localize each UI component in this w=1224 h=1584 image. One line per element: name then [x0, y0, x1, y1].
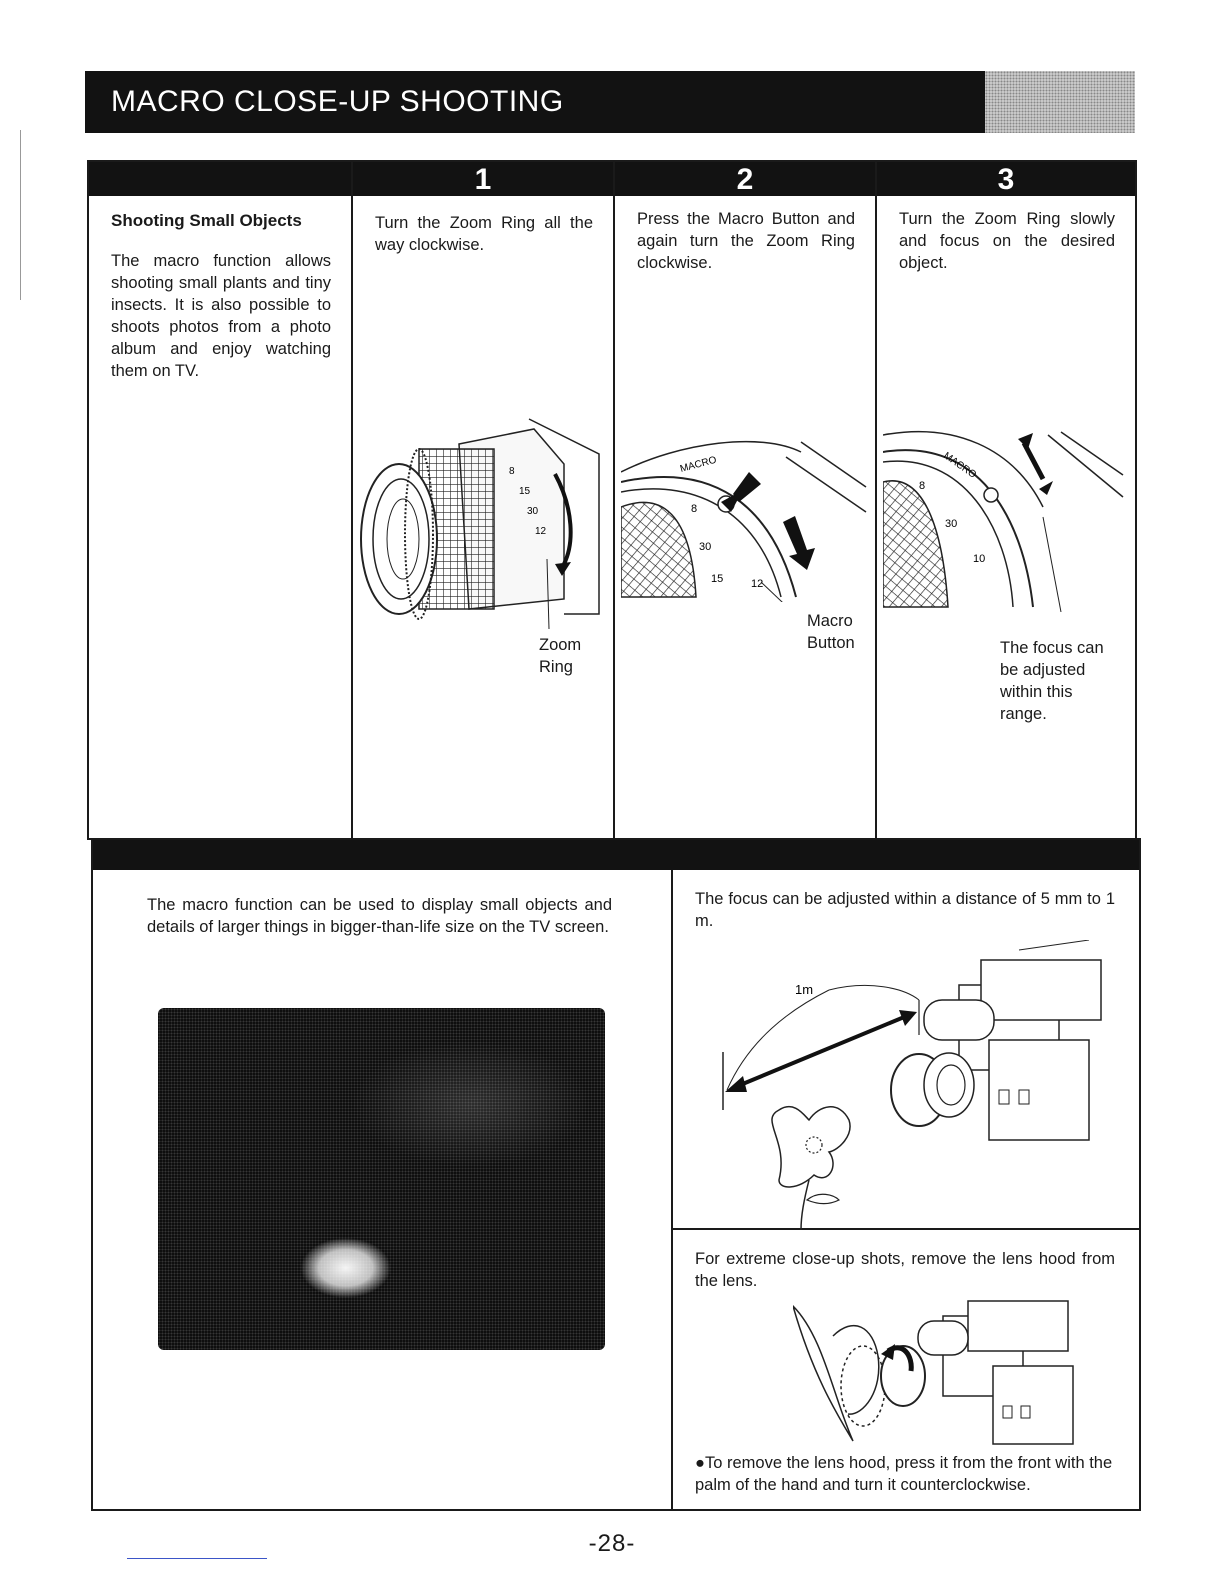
lens-scale-label: 30 [527, 506, 539, 517]
lens-hood-panel [673, 1230, 1139, 1511]
bottom-header-bar [93, 840, 1139, 870]
lens-hood-text: For extreme close-up shots, remove the lens hood from the lens. [695, 1250, 1115, 1290]
macro-button-callout: Button [807, 634, 855, 652]
step-1-column [351, 162, 613, 838]
lens-scale-label: 30 [945, 518, 958, 530]
lens-scale-label: 8 [691, 503, 698, 515]
intro-body: The macro function allows shooting small plants and tiny insects. It is also possible to shoots photos from a photo album and enjoy watching them on TV. [111, 252, 331, 380]
lens-hood-bullet: ●To remove the lens hood, press it from the front with the palm of the hand and turn it counterclockwise. [695, 1454, 1113, 1494]
bottom-left-panel [93, 870, 673, 1511]
step-1-number: 1 [474, 163, 492, 196]
margin-line [20, 130, 21, 300]
flower-closeup-photo [158, 1008, 605, 1350]
lens-scale-label: 8 [919, 480, 926, 492]
focus-range-callout: within this [1000, 683, 1073, 701]
macro-button-illustration [621, 432, 873, 602]
focus-range-illustration [883, 427, 1131, 612]
lens-scale-label: 30 [699, 541, 712, 553]
macro-ring-text: MACRO [941, 450, 979, 481]
focus-range-callout: The focus can [1000, 639, 1104, 657]
macro-button-callout: Macro [807, 612, 853, 630]
lens-scale-label: 15 [711, 573, 724, 585]
macro-description: The macro function can be used to display small objects and details of larger things in bigger-than-life size on the TV screen. [147, 896, 612, 936]
halftone-block [985, 71, 1135, 133]
step-3-text: Turn the Zoom Ring slowly and focus on the desired object. [899, 210, 1115, 272]
page-number: -28- [588, 1530, 636, 1557]
focus-distance-panel [673, 870, 1139, 1230]
zoom-ring-callout: Zoom [539, 636, 582, 654]
step-2-column [613, 162, 875, 838]
lens-scale-label: 15 [519, 486, 531, 497]
zoom-ring-illustration [359, 414, 613, 629]
focus-distance-text: The focus can be adjusted within a distance of 5 mm to 1 m. [695, 890, 1115, 930]
lens-scale-label: 8 [509, 466, 515, 477]
macro-ring-text: MACRO [678, 454, 718, 475]
step-3-number: 3 [997, 163, 1015, 196]
step-2-text: Press the Macro Button and again turn the Zoom Ring clockwise. [637, 210, 855, 272]
title-bar [85, 71, 1135, 133]
step-3-column [875, 162, 1135, 838]
bottom-section [91, 838, 1141, 1511]
distance-label: 1m [795, 982, 814, 997]
lens-scale-label: 12 [751, 578, 764, 590]
intro-heading: Shooting Small Objects [111, 211, 302, 230]
step-2-number: 2 [736, 163, 754, 196]
footer-rule [127, 1558, 267, 1559]
step-1-text: Turn the Zoom Ring all the way clockwise. [375, 214, 593, 254]
focus-range-callout: be adjusted [1000, 661, 1086, 679]
intro-column [89, 162, 351, 838]
lens-hood-illustration [793, 1296, 1083, 1446]
camera-distance-illustration [719, 940, 1119, 1230]
steps-table [87, 160, 1137, 840]
zoom-ring-callout: Ring [539, 658, 573, 676]
page-title: MACRO CLOSE-UP SHOOTING [111, 85, 564, 118]
focus-range-callout: range. [1000, 705, 1047, 723]
lens-scale-label: 12 [535, 526, 547, 537]
lens-scale-label: 10 [973, 553, 986, 565]
